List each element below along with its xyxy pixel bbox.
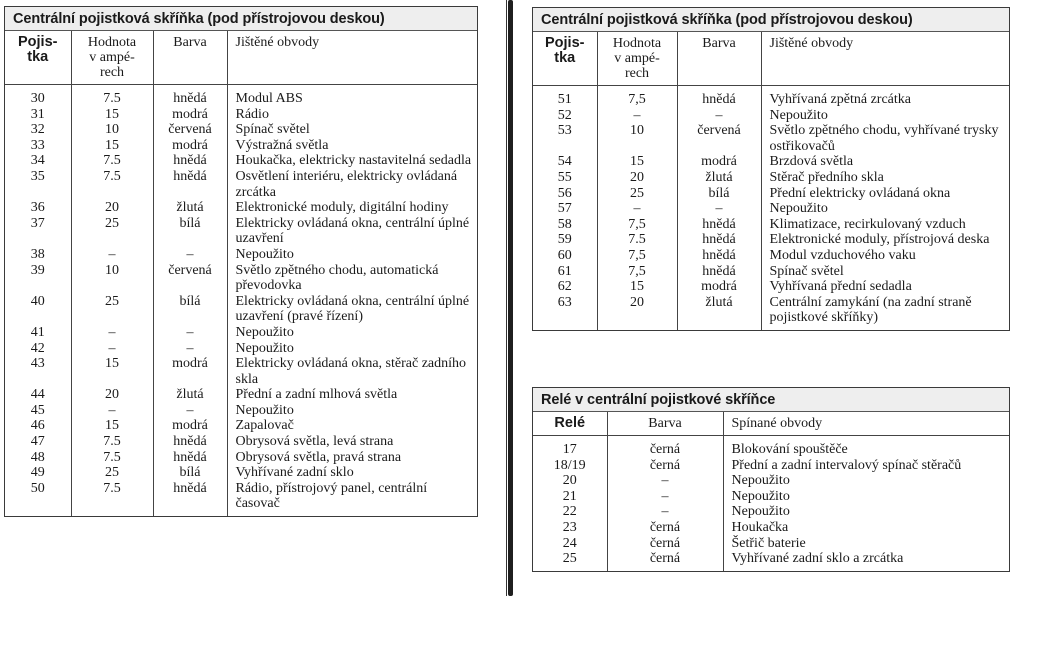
table-row: [5, 153, 477, 169]
cell-circuit: Spínač světel: [769, 263, 844, 279]
cell-amps: 7,5: [597, 248, 677, 264]
cell-fuse: 55: [533, 170, 597, 186]
cell-circuit: Elektronické moduly, digitální hodiny: [235, 200, 449, 216]
right-table-title: Centrální pojistková skříňka (pod přístrojovou deskou): [533, 8, 1009, 32]
cell-fuse: 45: [5, 403, 71, 419]
left-table-body: [5, 85, 477, 517]
cell-circuit: Elektricky ovládaná okna, centrální úplné uzavření (pravé řízení): [235, 293, 470, 325]
cell-circuit: Šetřič baterie: [731, 535, 806, 551]
table-row: [5, 418, 477, 434]
cell-circuit: Vyhřívaná zpětná zrcátka: [769, 92, 911, 107]
cell-circuit: Nepoužito: [235, 246, 294, 262]
cell-fuse: 33: [5, 138, 71, 154]
cell-circuit: Obrysová světla, levá strana: [235, 434, 394, 450]
cell-fuse: 44: [5, 387, 71, 403]
cell-fuse: 36: [5, 200, 71, 216]
cell-color: modrá: [153, 418, 227, 434]
cell-amps: 7.5: [71, 481, 153, 516]
cell-fuse: 50: [5, 481, 71, 516]
cell-amps: 15: [597, 154, 677, 170]
cell-color: hnědá: [153, 85, 227, 107]
table-row: [5, 434, 477, 450]
cell-amps: 25: [71, 465, 153, 481]
table-row: [5, 356, 477, 387]
cell-circuit: Elektronické moduly, přístrojová deska: [769, 232, 990, 248]
table-row: [533, 436, 1009, 458]
left-table-title: Centrální pojistková skříňka (pod přístrojovou deskou): [5, 7, 477, 31]
cell-circuit: Rádio, přístrojový panel, centrální časovač: [235, 480, 428, 512]
cell-color: hnědá: [677, 217, 761, 233]
cell-fuse: 49: [5, 465, 71, 481]
cell-amps: 15: [71, 107, 153, 123]
cell-amps: 10: [71, 122, 153, 138]
cell-relay: 18/19: [533, 458, 607, 474]
header-relay: Relé: [533, 412, 607, 436]
cell-circuit: Nepoužito: [731, 473, 790, 489]
cell-circuit: Světlo zpětného chodu, automatická převodovka: [235, 262, 439, 294]
cell-amps: 7.5: [597, 232, 677, 248]
cell-color: –: [677, 108, 761, 124]
cell-circuit: Elektricky ovládaná okna, stěrač zadního skla: [235, 356, 467, 387]
cell-amps: 7,5: [597, 217, 677, 233]
cell-circuit: Vyhřívané zadní sklo a zrcátka: [731, 551, 904, 567]
relay-table-header-row: [533, 412, 1009, 436]
cell-color: –: [607, 473, 723, 489]
table-row: [533, 551, 1009, 571]
cell-circuit: Vyhřívaná přední sedadla: [769, 279, 912, 295]
cell-circuit: Klimatizace, recirkulovaný vzduch: [769, 216, 966, 232]
cell-circuit: Nepoužito: [731, 504, 790, 520]
cell-fuse: 38: [5, 247, 71, 263]
cell-amps: –: [597, 108, 677, 124]
table-row: [5, 465, 477, 481]
cell-circuit: Brzdová světla: [769, 154, 854, 170]
table-row: [533, 154, 1009, 170]
header-circuits: Jištěné obvody: [227, 31, 477, 85]
cell-circuit: Nepoužito: [731, 488, 790, 504]
header-color: Barva: [153, 31, 227, 85]
cell-amps: 25: [71, 294, 153, 325]
table-row: [533, 201, 1009, 217]
cell-fuse: 54: [533, 154, 597, 170]
cell-fuse: 37: [5, 216, 71, 247]
cell-color: žlutá: [677, 170, 761, 186]
cell-color: –: [153, 325, 227, 341]
cell-amps: –: [71, 247, 153, 263]
table-row: [5, 216, 477, 247]
cell-color: černá: [607, 536, 723, 552]
cell-relay: 25: [533, 551, 607, 571]
table-row: [5, 263, 477, 294]
cell-fuse: 58: [533, 217, 597, 233]
cell-fuse: 47: [5, 434, 71, 450]
table-row: [533, 264, 1009, 280]
table-row: [5, 169, 477, 200]
cell-circuit: Modul ABS: [235, 91, 303, 106]
table-row: [5, 387, 477, 403]
cell-amps: 20: [71, 387, 153, 403]
cell-amps: –: [71, 325, 153, 341]
table-row: [5, 294, 477, 325]
cell-color: bílá: [153, 294, 227, 325]
cell-color: černá: [607, 458, 723, 474]
cell-circuit: Nepoužito: [769, 107, 828, 123]
cell-amps: 7.5: [71, 434, 153, 450]
cell-circuit: Přední elektricky ovládaná okna: [769, 185, 951, 201]
table-row: [5, 481, 477, 516]
table-row: [5, 107, 477, 123]
table-row: [533, 489, 1009, 505]
cell-circuit: Blokování spouštěče: [731, 442, 848, 457]
cell-color: žlutá: [677, 295, 761, 330]
cell-amps: 25: [71, 216, 153, 247]
table-row: [533, 458, 1009, 474]
header-circuits: Spínané obvody: [723, 412, 1009, 436]
cell-color: žlutá: [153, 200, 227, 216]
cell-fuse: 56: [533, 186, 597, 202]
cell-amps: –: [597, 201, 677, 217]
page-binding-divider: [508, 0, 513, 596]
cell-color: červená: [153, 122, 227, 138]
cell-fuse: 34: [5, 153, 71, 169]
cell-color: modrá: [153, 107, 227, 123]
cell-circuit: Nepoužito: [235, 324, 294, 340]
cell-circuit: Obrysová světla, pravá strana: [235, 449, 402, 465]
cell-amps: 7.5: [71, 169, 153, 200]
cell-amps: 7,5: [597, 86, 677, 108]
cell-circuit: Modul vzduchového vaku: [769, 247, 916, 263]
cell-circuit: Spínač světel: [235, 122, 310, 138]
cell-color: –: [153, 247, 227, 263]
cell-circuit: Výstražná světla: [235, 137, 329, 153]
cell-color: –: [153, 341, 227, 357]
cell-relay: 17: [533, 436, 607, 458]
cell-fuse: 39: [5, 263, 71, 294]
cell-color: modrá: [153, 356, 227, 387]
table-row: [5, 325, 477, 341]
cell-circuit: Houkačka, elektricky nastavitelná sedadla: [235, 153, 472, 169]
cell-circuit: Stěrač předního skla: [769, 169, 884, 185]
cell-color: hnědá: [677, 264, 761, 280]
cell-fuse: 48: [5, 450, 71, 466]
cell-circuit: Rádio: [235, 106, 269, 122]
cell-fuse: 61: [533, 264, 597, 280]
cell-fuse: 42: [5, 341, 71, 357]
header-amps: Hodnota v ampé- rech: [597, 32, 677, 86]
cell-color: černá: [607, 436, 723, 458]
cell-fuse: 53: [533, 123, 597, 154]
table-row: [5, 247, 477, 263]
right-fuse-table: [533, 32, 1009, 330]
cell-amps: –: [71, 403, 153, 419]
table-row: [533, 279, 1009, 295]
cell-relay: 20: [533, 473, 607, 489]
cell-amps: 10: [71, 263, 153, 294]
cell-color: hnědá: [153, 450, 227, 466]
cell-circuit: Přední a zadní intervalový spínač stěračů: [731, 457, 962, 473]
cell-relay: 21: [533, 489, 607, 505]
cell-circuit: Elektricky ovládaná okna, centrální úplné uzavření: [235, 215, 470, 247]
cell-fuse: 57: [533, 201, 597, 217]
header-fuse: Pojis- tka: [5, 31, 71, 85]
cell-amps: 7.5: [71, 450, 153, 466]
table-row: [5, 85, 477, 107]
header-fuse: Pojis- tka: [533, 32, 597, 86]
cell-amps: 25: [597, 186, 677, 202]
relay-table-body: [533, 436, 1009, 571]
relay-table-title: Relé v centrální pojistkové skříňce: [533, 388, 1009, 412]
cell-fuse: 32: [5, 122, 71, 138]
cell-color: bílá: [153, 216, 227, 247]
table-row: [533, 108, 1009, 124]
cell-color: modrá: [677, 279, 761, 295]
cell-circuit: Zapalovač: [235, 418, 294, 434]
table-row: [5, 341, 477, 357]
right-table-header-row: [533, 32, 1009, 86]
cell-fuse: 60: [533, 248, 597, 264]
table-row: [533, 504, 1009, 520]
left-table-header-row: [5, 31, 477, 85]
table-row: [5, 122, 477, 138]
cell-circuit: Vyhřívané zadní sklo: [235, 465, 354, 481]
relay-table: [533, 412, 1009, 571]
cell-fuse: 31: [5, 107, 71, 123]
table-row: [533, 232, 1009, 248]
table-row: [5, 200, 477, 216]
cell-circuit: Houkačka: [731, 519, 789, 535]
cell-relay: 24: [533, 536, 607, 552]
cell-color: –: [607, 504, 723, 520]
cell-fuse: 63: [533, 295, 597, 330]
left-fuse-table-panel: [4, 6, 478, 517]
cell-fuse: 52: [533, 108, 597, 124]
table-row: [5, 450, 477, 466]
table-row: [533, 473, 1009, 489]
cell-circuit: Centrální zamykání (na zadní straně pojistkové skříňky): [769, 294, 972, 326]
cell-color: hnědá: [677, 248, 761, 264]
table-row: [533, 248, 1009, 264]
cell-fuse: 51: [533, 86, 597, 108]
cell-color: červená: [677, 123, 761, 154]
cell-color: –: [677, 201, 761, 217]
cell-color: hnědá: [153, 153, 227, 169]
relay-table-panel: [532, 387, 1010, 572]
cell-circuit: Přední a zadní mlhová světla: [235, 387, 398, 403]
header-color: Barva: [677, 32, 761, 86]
cell-circuit: Nepoužito: [769, 201, 828, 217]
cell-amps: 20: [71, 200, 153, 216]
cell-amps: 15: [71, 418, 153, 434]
table-row: [5, 138, 477, 154]
table-row: [533, 86, 1009, 108]
cell-amps: 7,5: [597, 264, 677, 280]
cell-fuse: 43: [5, 356, 71, 387]
cell-fuse: 59: [533, 232, 597, 248]
cell-relay: 22: [533, 504, 607, 520]
cell-fuse: 41: [5, 325, 71, 341]
cell-color: červená: [153, 263, 227, 294]
cell-amps: 7.5: [71, 153, 153, 169]
cell-color: –: [607, 489, 723, 505]
cell-color: hnědá: [153, 434, 227, 450]
header-circuits: Jištěné obvody: [761, 32, 1009, 86]
table-row: [533, 186, 1009, 202]
cell-color: žlutá: [153, 387, 227, 403]
cell-color: hnědá: [153, 481, 227, 516]
cell-color: modrá: [677, 154, 761, 170]
cell-circuit: Světlo zpětného chodu, vyhřívané trysky ostřikovačů: [769, 123, 999, 154]
cell-circuit: Nepoužito: [235, 340, 294, 356]
cell-color: bílá: [153, 465, 227, 481]
cell-amps: 15: [71, 138, 153, 154]
table-row: [533, 520, 1009, 536]
cell-color: hnědá: [677, 86, 761, 108]
cell-color: hnědá: [677, 232, 761, 248]
cell-relay: 23: [533, 520, 607, 536]
cell-fuse: 62: [533, 279, 597, 295]
cell-circuit: Osvětlení interiéru, elektricky ovládaná zrcátka: [235, 168, 458, 200]
left-fuse-table: [5, 31, 477, 516]
table-row: [5, 403, 477, 419]
table-row: [533, 536, 1009, 552]
cell-amps: 20: [597, 170, 677, 186]
header-color: Barva: [607, 412, 723, 436]
table-row: [533, 123, 1009, 154]
cell-amps: –: [71, 341, 153, 357]
header-amps: Hodnota v ampé- rech: [71, 31, 153, 85]
table-row: [533, 295, 1009, 330]
page-fold-line: [506, 0, 507, 596]
cell-fuse: 35: [5, 169, 71, 200]
cell-color: černá: [607, 520, 723, 536]
cell-color: –: [153, 403, 227, 419]
cell-color: modrá: [153, 138, 227, 154]
cell-fuse: 30: [5, 85, 71, 107]
cell-amps: 7.5: [71, 85, 153, 107]
cell-amps: 10: [597, 123, 677, 154]
table-row: [533, 217, 1009, 233]
cell-amps: 15: [597, 279, 677, 295]
cell-amps: 15: [71, 356, 153, 387]
table-row: [533, 170, 1009, 186]
right-table-body: [533, 86, 1009, 330]
cell-color: hnědá: [153, 169, 227, 200]
cell-circuit: Nepoužito: [235, 402, 294, 418]
cell-fuse: 40: [5, 294, 71, 325]
cell-fuse: 46: [5, 418, 71, 434]
right-fuse-table-panel: [532, 7, 1010, 331]
cell-color: černá: [607, 551, 723, 571]
cell-amps: 20: [597, 295, 677, 330]
cell-color: bílá: [677, 186, 761, 202]
